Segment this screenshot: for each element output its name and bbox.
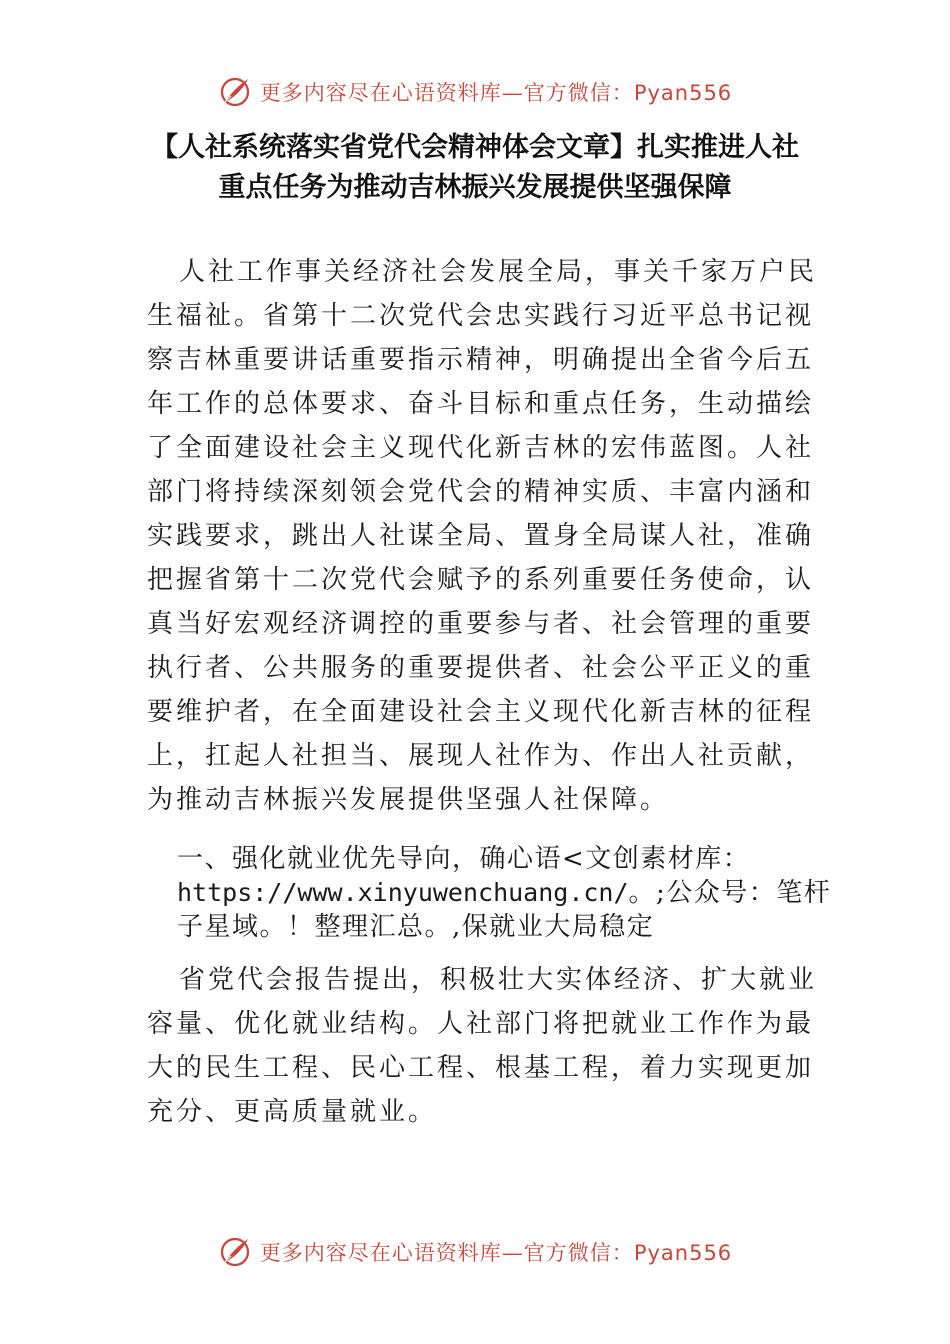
banner-text: 更多内容尽在心语资料库—官方微信：Pyan556 xyxy=(259,81,733,105)
paragraph-line: 年工作的总体要求、奋斗目标和重点任务，生动描绘 xyxy=(147,389,815,419)
heading-url-link[interactable]: https://www.xinyuwenchuang.cn/ xyxy=(177,878,629,907)
paragraph-line: 部门将持续深刻领会党代会的精神实质、丰富内涵和 xyxy=(147,477,815,507)
document-title xyxy=(90,128,860,208)
paragraph-line: 大的民生工程、民心工程、根基工程，着力实现更加 xyxy=(147,1053,815,1083)
quill-pen-logo-icon xyxy=(218,1235,252,1269)
paragraph-line: 执行者、公共服务的重要提供者、社会公平正义的重 xyxy=(147,653,815,683)
paragraph-line: 充分、更高质量就业。 xyxy=(147,1097,438,1127)
paragraph-line: 了全面建设社会主义现代化新吉林的宏伟蓝图。人社 xyxy=(147,433,815,463)
paragraph-line: 容量、优化就业结构。人社部门将把就业工作作为最 xyxy=(147,1009,815,1039)
quill-pen-logo-icon xyxy=(218,75,252,109)
banner-text: 更多内容尽在心语资料库—官方微信：Pyan556 xyxy=(259,1241,733,1265)
heading-line-2: https://www.xinyuwenchuang.cn/。;公众号：笔杆 xyxy=(177,878,832,908)
paragraph-line: 省党代会报告提出，积极壮大实体经济、扩大就业 xyxy=(179,965,818,995)
title-line-2: 重点任务为推动吉林振兴发展提供坚强保障 xyxy=(218,172,732,203)
paragraph-line: 把握省第十二次党代会赋予的系列重要任务使命，认 xyxy=(147,565,815,595)
paragraph-line: 生福祉。省第十二次党代会忠实践行习近平总书记视 xyxy=(147,301,815,331)
paragraph-line: 要维护者，在全面建设社会主义现代化新吉林的征程 xyxy=(147,697,815,727)
header-banner xyxy=(0,70,950,114)
paragraph-line: 真当好宏观经济调控的重要参与者、社会管理的重要 xyxy=(147,609,815,639)
employment-paragraph xyxy=(147,958,827,1134)
paragraph-line: 为推动吉林振兴发展提供坚强人社保障。 xyxy=(147,785,670,815)
paragraph-line: 上，扛起人社担当、展现人社作为、作出人社贡献， xyxy=(147,741,815,771)
section-heading xyxy=(177,842,837,944)
paragraph-line: 察吉林重要讲话重要指示精神，明确提出全省今后五 xyxy=(147,345,815,375)
title-line-1: 【人社系统落实省党代会精神体会文章】扎实推进人社 xyxy=(151,132,799,163)
intro-paragraph xyxy=(147,250,827,822)
paragraph-line: 实践要求，跳出人社谋全局、置身全局谋人社，准确 xyxy=(147,521,815,551)
heading-line-3: 子星域。！整理汇总。,保就业大局稳定 xyxy=(177,912,655,942)
footer-banner xyxy=(0,1230,950,1274)
heading-line-1: 一、强化就业优先导向，确心语<文创素材库： xyxy=(177,844,751,874)
paragraph-line: 人社工作事关经济社会发展全局，事关千家万户民 xyxy=(179,257,818,287)
